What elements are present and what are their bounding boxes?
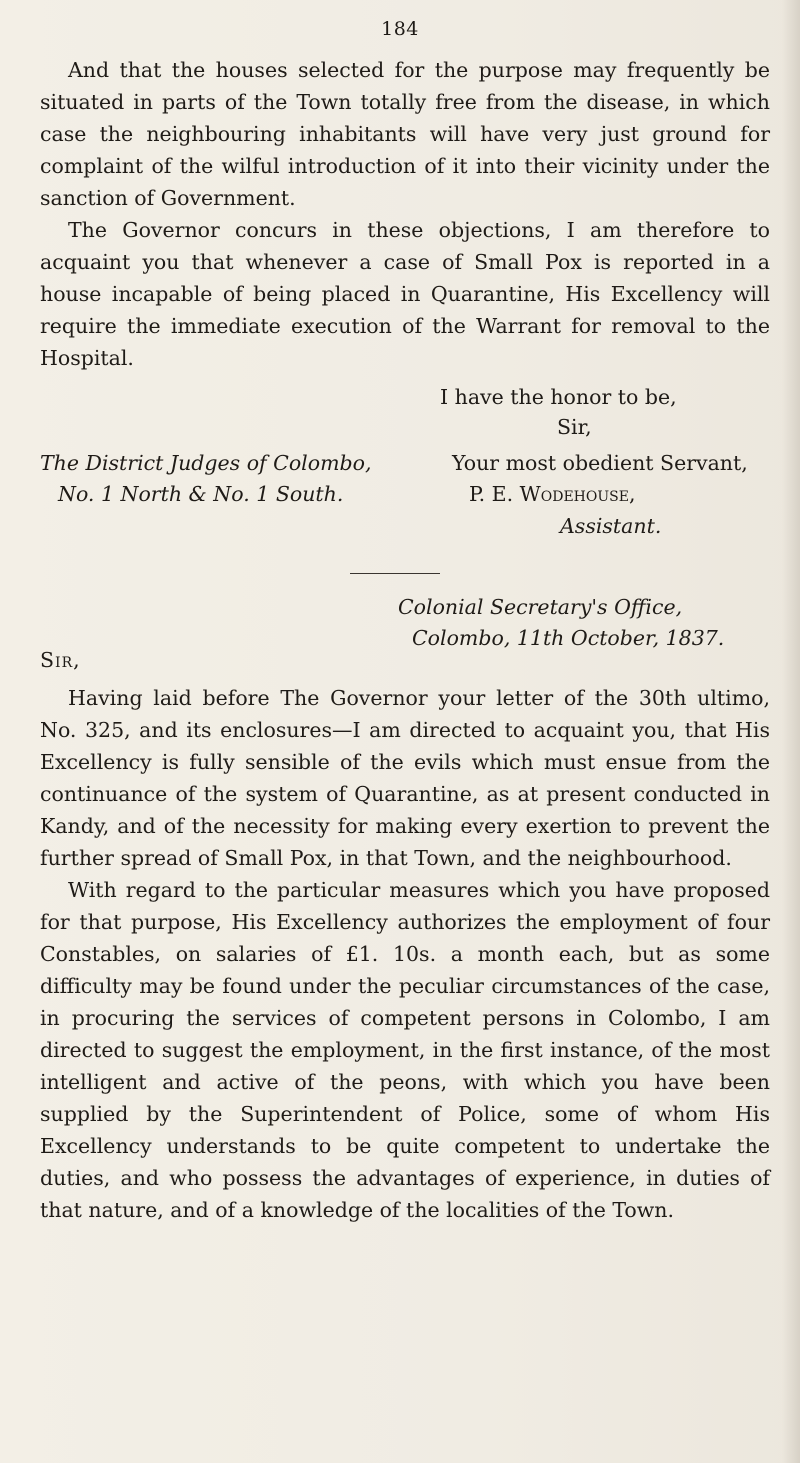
letter-1-body [40,54,770,374]
salutation: Sir, [40,648,81,672]
addressee-line-2: No. 1 North & No. 1 South. [58,482,344,506]
signer-name: P. E. Wodehouse, [469,482,636,506]
paragraph: With regard to the particular measures which you have proposed for that purpose, His Excellency authorizes the employment of four Constables, on salaries of £1. 10s. a month each, but as some difficulty may be found under the peculiar circumstances of the case, in procuring the services of competent persons in Colombo, I am directed to suggest the employment, in the first instance, of the most intelligent and active of the peons, with which you have been supplied by the Superintendent of Police, some of whom His Excellency understands to be quite competent to undertake the duties, and who possess the advantages of experience, in duties of that nature, and of a knowledge of the localities of the Town. [40,878,770,1222]
paragraph: And that the houses selected for the purpose may frequently be situated in parts of the Town totally free from the disease, in which case the neighbouring inhabitants will have very just ground for complaint of the wilful introduction of it into their vicinity under the sanction of Government. [40,58,770,210]
letter-2-body [40,682,770,1226]
paragraph: Having laid before The Governor your letter of the 30th ultimo, No. 325, and its enclosures—I am directed to acquaint you, that His Excellency is fully sensible of the evils which must ensue from the continuance of the system of Quarantine, as at present conducted in Kandy, and of the necessity for making every exertion to prevent the further spread of Small Pox, in that Town, and the neighbourhood. [40,686,770,870]
addressee-line-1: The District Judges of Colombo, [40,451,372,475]
signer-title: Assistant. [560,514,662,538]
page-edge-shadow [782,0,800,1463]
paragraph: The Governor concurs in these objections, I am therefore to acquaint you that whenever a case of Small Pox is reported in a house incapable of being placed in Quarantine, His Excellency will require the immediate execution of the Warrant for removal to the Hospital. [40,218,770,370]
place-date: Colombo, 11th October, 1837. [412,626,725,650]
closing-honor: I have the honor to be, [440,385,677,409]
section-divider [350,573,440,574]
page-number: 184 [381,18,419,40]
closing-servant: Your most obedient Servant, [452,451,748,475]
office-heading: Colonial Secretary's Office, [398,595,683,619]
closing-sir: Sir, [557,415,592,439]
